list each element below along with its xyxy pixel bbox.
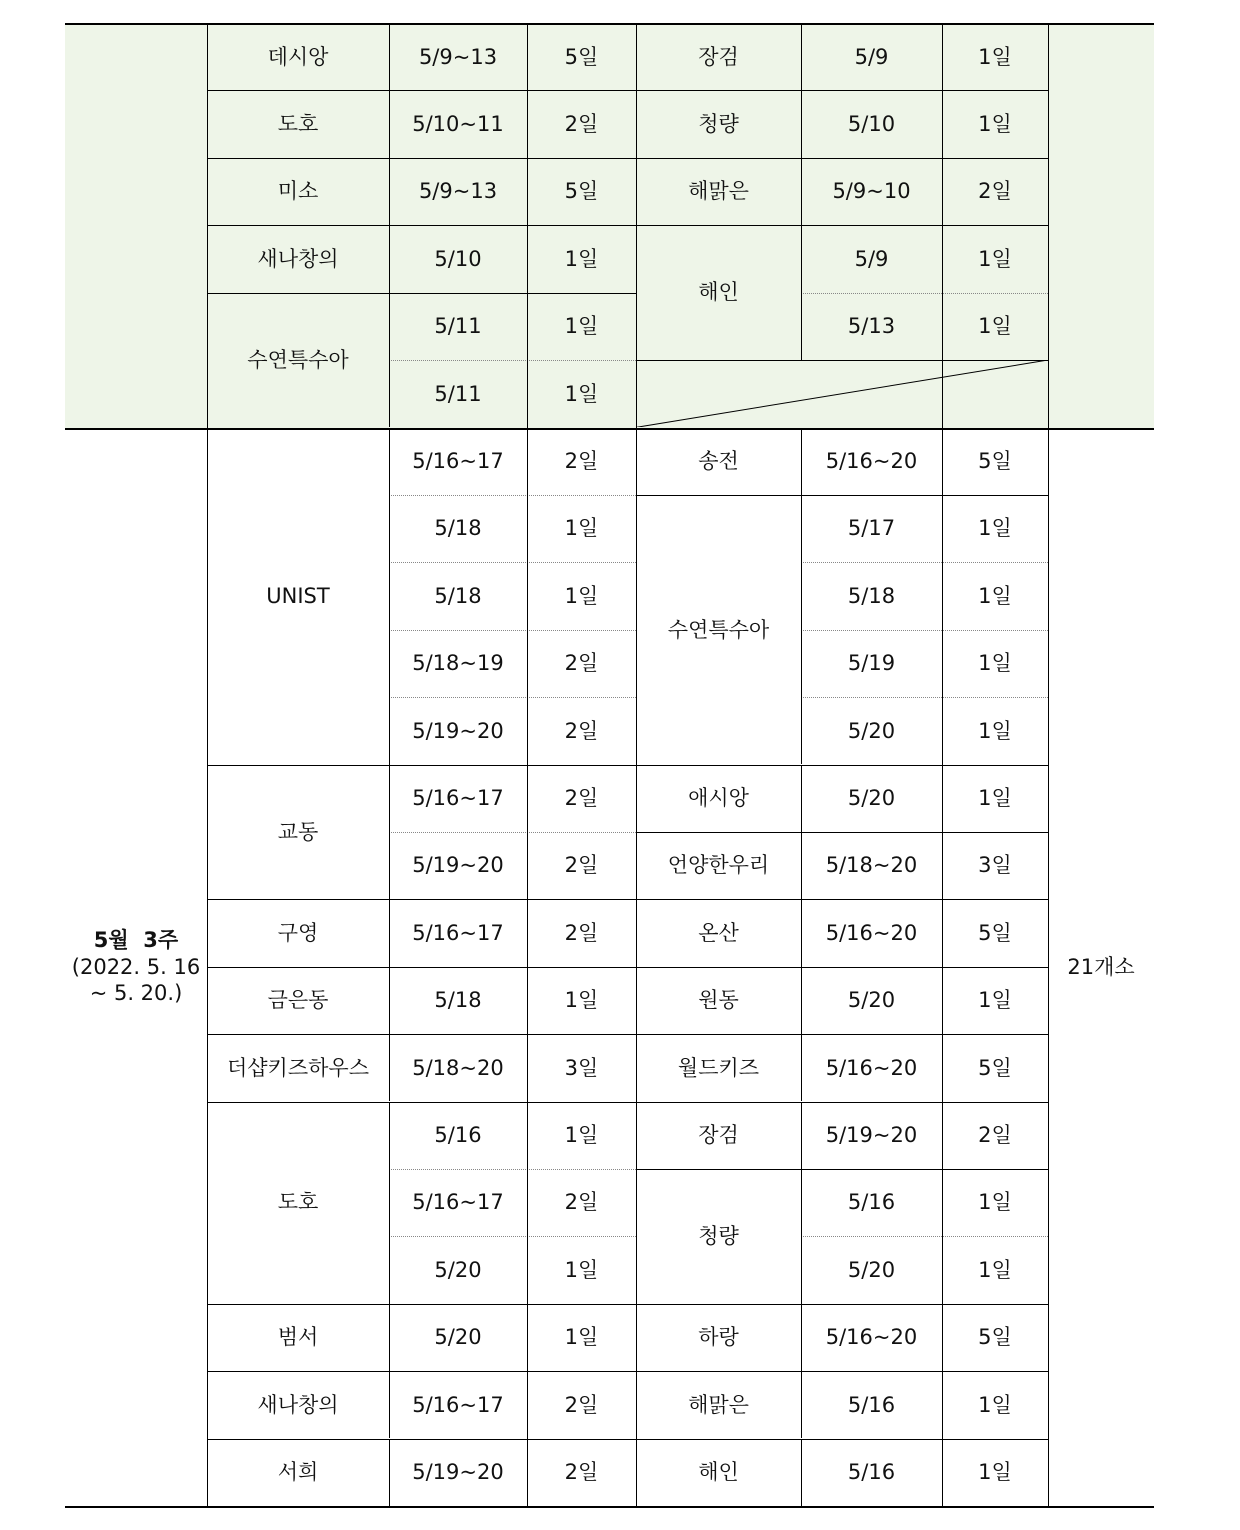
left-facility-name: 금은동 <box>267 988 329 1013</box>
week3-label <box>65 428 207 1506</box>
column-divider <box>801 899 802 966</box>
visit-date: 5/10 <box>434 246 482 271</box>
column-divider <box>389 293 390 428</box>
visit-date: 5/11 <box>434 314 482 339</box>
visit-days: 5일 <box>978 449 1012 474</box>
right-facility-name: 장검 <box>698 44 739 69</box>
visit-days: 2일 <box>564 1190 599 1215</box>
column-divider <box>801 90 802 157</box>
column-divider <box>801 967 802 1034</box>
left-facility-name: 새나창의 <box>257 246 339 271</box>
visit-days: 1일 <box>978 314 1012 339</box>
visit-days: 3일 <box>564 1055 599 1080</box>
column-divider <box>801 1304 802 1371</box>
column-divider <box>389 1439 390 1506</box>
column-divider <box>389 158 390 225</box>
visit-date: 5/16 <box>847 1392 896 1417</box>
visit-days: 1일 <box>978 111 1012 136</box>
row-divider <box>636 360 1048 361</box>
visit-days: 5일 <box>978 1325 1012 1350</box>
visit-date: 5/16~17 <box>412 1392 504 1417</box>
visit-date: 5/16 <box>434 1123 482 1148</box>
left-facility-name: UNIST <box>266 583 330 608</box>
column-divider <box>801 1371 802 1438</box>
visit-date: 5/18 <box>434 583 482 608</box>
column-divider <box>636 23 637 1506</box>
week-divider-rule <box>65 428 1154 430</box>
left-facility-name: 서희 <box>277 1460 319 1485</box>
visit-date: 5/20 <box>847 988 896 1013</box>
column-divider <box>942 23 943 1506</box>
row-divider <box>801 1236 1048 1237</box>
row-divider <box>801 630 1048 631</box>
visit-days: 1일 <box>564 988 599 1013</box>
table-bottom-rule <box>65 1506 1154 1508</box>
row-divider <box>389 1169 636 1170</box>
right-facility-name: 장검 <box>698 1123 739 1148</box>
column-divider <box>389 1304 390 1371</box>
visit-days: 5일 <box>564 44 599 69</box>
visit-days: 1일 <box>564 381 599 406</box>
visit-days: 2일 <box>564 853 599 878</box>
visit-days: 1일 <box>978 988 1012 1013</box>
right-facility-name: 하랑 <box>698 1325 739 1350</box>
visit-days: 1일 <box>564 516 599 541</box>
visit-date: 5/9~10 <box>832 179 911 204</box>
column-divider <box>801 495 802 765</box>
column-divider <box>389 967 390 1034</box>
row-divider <box>389 360 636 361</box>
empty-cell-diagonal <box>636 360 1048 427</box>
visit-date: 5/17 <box>847 516 896 541</box>
right-facility-name: 청량 <box>698 111 739 136</box>
visit-date: 5/19 <box>847 651 896 676</box>
visit-date: 5/9 <box>854 246 889 271</box>
left-facility-name: 데시앙 <box>267 44 329 69</box>
column-divider <box>801 23 802 90</box>
left-facility-name: 도호 <box>277 111 319 136</box>
visit-date: 5/18~20 <box>412 1055 504 1080</box>
visit-days: 1일 <box>564 246 599 271</box>
column-divider <box>801 158 802 225</box>
visit-days: 2일 <box>564 651 599 676</box>
visit-date: 5/16~20 <box>825 1055 918 1080</box>
week3-total: 21개소 <box>1067 954 1135 979</box>
column-divider <box>801 428 802 495</box>
row-divider <box>801 293 1048 294</box>
right-facility-name: 해인 <box>698 280 739 305</box>
right-facility-name: 해맑은 <box>688 179 749 204</box>
row-divider <box>801 697 1048 698</box>
left-facility-name: 새나창의 <box>257 1392 339 1417</box>
column-divider <box>801 1034 802 1101</box>
row-divider <box>389 697 636 698</box>
visit-days: 5일 <box>978 1055 1012 1080</box>
visit-date: 5/16~17 <box>412 1190 504 1215</box>
visit-days: 2일 <box>978 179 1012 204</box>
visit-days: 2일 <box>564 111 599 136</box>
row-divider <box>389 1236 636 1237</box>
visit-days: 1일 <box>564 314 599 339</box>
visit-days: 1일 <box>978 1392 1012 1417</box>
right-facility-name: 수연특수아 <box>667 617 770 642</box>
row-divider <box>389 495 636 496</box>
visit-days: 1일 <box>978 583 1012 608</box>
visit-date: 5/10 <box>847 111 896 136</box>
right-facility-name: 해인 <box>698 1460 739 1485</box>
visit-days: 2일 <box>564 786 599 811</box>
table-top-rule <box>65 23 1154 25</box>
visit-days: 1일 <box>978 1190 1012 1215</box>
left-facility-name: 교동 <box>277 819 319 844</box>
column-divider <box>389 23 390 90</box>
visit-date: 5/20 <box>847 718 896 743</box>
visit-date: 5/18 <box>434 988 482 1013</box>
visit-date: 5/20 <box>847 1257 896 1282</box>
right-facility-name: 해맑은 <box>688 1392 749 1417</box>
visit-date: 5/18~19 <box>412 651 504 676</box>
column-divider <box>801 225 802 360</box>
column-divider <box>207 23 208 1506</box>
right-facility-name: 송전 <box>698 449 739 474</box>
visit-days: 1일 <box>564 1325 599 1350</box>
column-divider <box>527 23 528 1506</box>
visit-date: 5/10~11 <box>412 111 504 136</box>
left-facility-name: 수연특수아 <box>247 347 349 372</box>
left-facility-name: 더샵키즈하우스 <box>226 1055 369 1080</box>
visit-days: 1일 <box>978 1460 1012 1485</box>
visit-date: 5/18 <box>434 516 482 541</box>
column-divider <box>389 90 390 157</box>
diagonal-line <box>636 360 1048 427</box>
right-facility-name: 온산 <box>698 920 739 945</box>
visit-days: 1일 <box>564 1123 599 1148</box>
visit-days: 2일 <box>564 920 599 945</box>
column-divider <box>801 1169 802 1304</box>
visit-date: 5/20 <box>847 786 896 811</box>
column-divider <box>801 765 802 832</box>
column-divider <box>389 1371 390 1438</box>
visit-days: 1일 <box>978 1257 1012 1282</box>
visit-date: 5/16 <box>847 1460 896 1485</box>
visit-date: 5/13 <box>847 314 896 339</box>
column-divider <box>389 765 390 900</box>
visit-date: 5/16 <box>847 1190 896 1215</box>
visit-date: 5/9~13 <box>418 44 498 69</box>
visit-date: 5/18 <box>847 583 896 608</box>
visit-date: 5/16~20 <box>825 920 918 945</box>
visit-date: 5/16~17 <box>412 449 504 474</box>
week3-range-end: ~ 5. 20.) <box>89 980 183 1005</box>
column-divider <box>389 225 390 292</box>
column-divider <box>389 428 390 765</box>
visit-date: 5/19~20 <box>412 718 504 743</box>
row-divider <box>801 562 1048 563</box>
row-divider <box>389 562 636 563</box>
visit-days: 3일 <box>978 853 1012 878</box>
visit-date: 5/16~17 <box>412 920 504 945</box>
column-divider <box>801 1102 802 1169</box>
week3-range-start: (2022. 5. 16 <box>71 954 201 979</box>
visit-days: 1일 <box>978 516 1012 541</box>
visit-date: 5/11 <box>434 381 482 406</box>
visit-date: 5/16~20 <box>825 1325 918 1350</box>
column-divider <box>801 1439 802 1506</box>
visit-days: 1일 <box>564 583 599 608</box>
visit-date: 5/16~20 <box>825 449 918 474</box>
left-facility-name: 도호 <box>277 1190 319 1215</box>
left-facility-name: 구영 <box>277 920 319 945</box>
visit-days: 1일 <box>978 246 1012 271</box>
left-facility-name: 미소 <box>277 179 319 204</box>
left-facility-name: 범서 <box>277 1325 319 1350</box>
row-divider <box>389 630 636 631</box>
column-divider <box>389 1034 390 1101</box>
visit-days: 2일 <box>564 1392 599 1417</box>
row-divider <box>389 832 636 833</box>
right-facility-name: 청량 <box>698 1224 739 1249</box>
visit-date: 5/16~17 <box>412 786 504 811</box>
visit-days: 1일 <box>978 44 1012 69</box>
visit-date: 5/20 <box>434 1325 482 1350</box>
right-facility-name: 언양한우리 <box>667 853 770 878</box>
visit-days: 2일 <box>978 1123 1012 1148</box>
column-divider <box>801 832 802 899</box>
column-divider <box>389 899 390 966</box>
visit-days: 1일 <box>978 786 1012 811</box>
visit-days: 1일 <box>564 1257 599 1282</box>
column-divider <box>389 1102 390 1304</box>
visit-date: 5/20 <box>434 1257 482 1282</box>
visit-date: 5/9 <box>854 44 889 69</box>
visit-days: 5일 <box>978 920 1012 945</box>
visit-days: 2일 <box>564 1460 599 1485</box>
right-facility-name: 애시앙 <box>688 786 749 811</box>
visit-date: 5/19~20 <box>412 1460 504 1485</box>
visit-date: 5/19~20 <box>825 1123 918 1148</box>
visit-date: 5/18~20 <box>825 853 918 878</box>
right-facility-name: 원동 <box>698 988 739 1013</box>
visit-date: 5/9~13 <box>418 179 498 204</box>
visit-date: 5/19~20 <box>412 853 504 878</box>
visit-days: 2일 <box>564 449 599 474</box>
schedule-table <box>65 23 1154 1507</box>
visit-days: 2일 <box>564 718 599 743</box>
visit-days: 5일 <box>564 179 599 204</box>
visit-days: 1일 <box>978 718 1012 743</box>
week3-title: 5월 3주 <box>93 928 179 953</box>
visit-days: 1일 <box>978 651 1012 676</box>
right-facility-name: 월드키즈 <box>677 1055 760 1080</box>
